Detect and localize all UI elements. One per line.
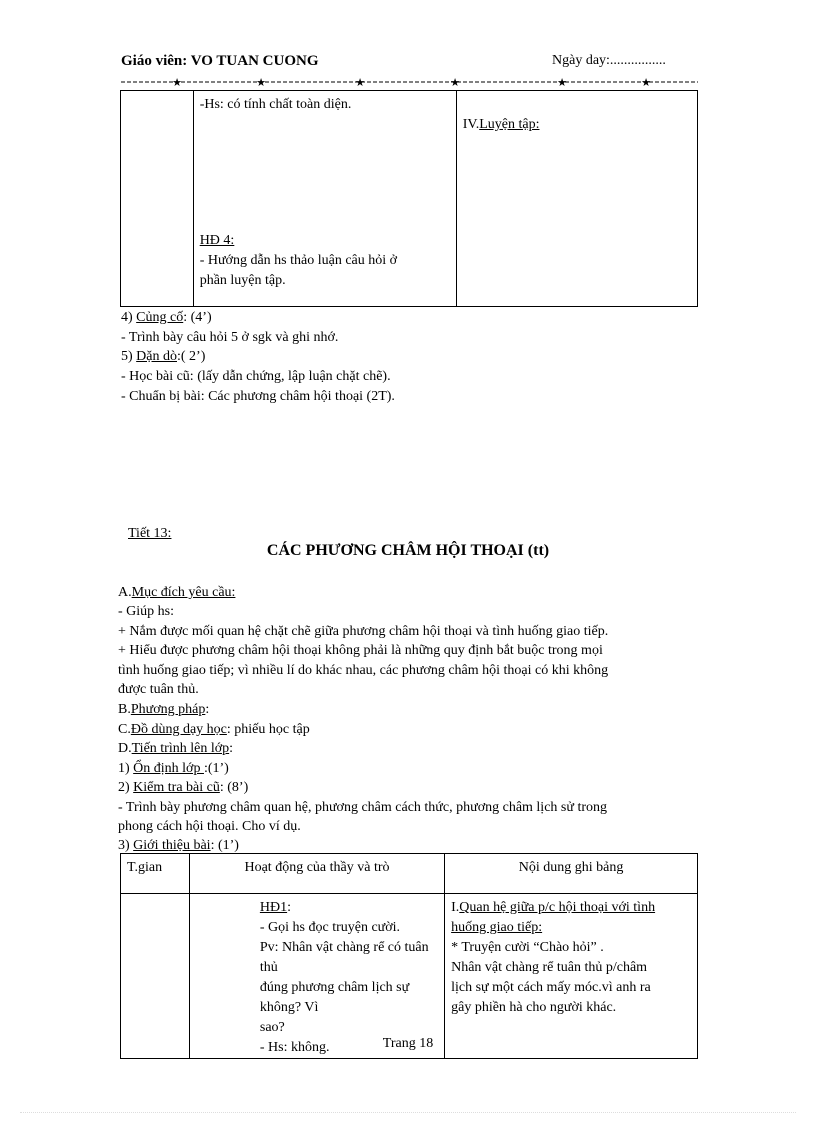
body-line: tình huống giao tiếp; vì nhiều lí do khác nhau, các phương châm hội thoại có khi không bbox=[118, 663, 609, 678]
body-line: được tuân thủ. bbox=[118, 682, 199, 697]
step-on-dinh-lop bbox=[118, 759, 229, 779]
section-line: - Chuẩn bị bài: Các phương châm hội thoại (2T). bbox=[121, 389, 395, 404]
activity-line: -Hs: có tính chất toàn diện. bbox=[199, 97, 352, 112]
content-line: lịch sự một cách mấy móc.vì anh ra bbox=[451, 980, 651, 995]
activity-heading-colon: : bbox=[287, 900, 291, 915]
content-heading: Quan hệ giữa p/c hội thoại với tình bbox=[459, 900, 656, 915]
content-line: Nhân vật chàng rể tuân thủ p/châm bbox=[451, 960, 648, 975]
step-number: 1) bbox=[118, 761, 134, 776]
star-icon: ★ bbox=[256, 76, 266, 86]
teaching-date: Ngày day:................ bbox=[552, 53, 666, 68]
activity-line: - Gọi hs đọc truyện cười. bbox=[259, 920, 401, 935]
part-rest: : bbox=[229, 741, 234, 756]
activity-cell bbox=[193, 91, 456, 307]
body-line: - Giúp hs: bbox=[118, 604, 174, 619]
section-number: 5) bbox=[121, 349, 137, 364]
star-icon: ★ bbox=[355, 76, 365, 86]
section-duration: : (4’) bbox=[183, 310, 212, 325]
body-line: - Trình bày phương châm quan hệ, phương châm cách thức, phương châm lịch sử trong bbox=[118, 800, 608, 815]
activity-heading-hd4: HĐ 4: bbox=[199, 233, 235, 248]
part-label: Phương pháp bbox=[130, 702, 206, 717]
header-activity-label: Hoạt động của thầy và trò bbox=[244, 860, 390, 875]
lesson-title: CÁC PHƯƠNG CHÂM HỘI THOẠI (tt) bbox=[266, 542, 550, 559]
content-heading: huống giao tiếp: bbox=[451, 920, 543, 935]
body-line: phong cách hội thoại. Cho ví dụ. bbox=[118, 819, 301, 834]
part-b-heading bbox=[118, 700, 209, 720]
part-rest: : bbox=[205, 702, 210, 717]
activity-line: phần luyện tập. bbox=[199, 273, 286, 288]
section-dan-do bbox=[121, 347, 205, 367]
star-icon: ★ bbox=[450, 76, 460, 86]
part-prefix: C. bbox=[118, 722, 131, 737]
page-bottom-divider bbox=[20, 1112, 796, 1113]
content-cell bbox=[445, 894, 698, 1059]
teacher-name: Giáo viên: VO TUAN CUONG bbox=[121, 53, 319, 69]
activity-line: - Hướng dẫn hs thảo luận câu hỏi ở bbox=[199, 253, 398, 268]
decorative-star-divider bbox=[121, 76, 698, 86]
page-number: Trang 18 bbox=[382, 1036, 434, 1051]
step-number: 2) bbox=[118, 780, 134, 795]
content-prefix: IV. bbox=[462, 117, 480, 132]
content-line: gây phiền hà cho người khác. bbox=[451, 1000, 617, 1015]
time-cell bbox=[121, 91, 194, 307]
body-line: + Nắm được mối quan hệ chặt chẽ giữa phương châm hội thoại và tình huống giao tiếp. bbox=[118, 624, 609, 639]
content-prefix: I. bbox=[451, 900, 460, 915]
content-cell bbox=[456, 91, 697, 307]
time-cell bbox=[121, 894, 190, 1059]
step-label: Kiểm tra bài cũ bbox=[133, 780, 220, 795]
part-prefix: D. bbox=[118, 741, 132, 756]
step-duration: : (1’) bbox=[210, 838, 239, 853]
step-label: Giới thiệu bài bbox=[133, 838, 211, 853]
part-d-heading bbox=[118, 739, 233, 759]
header-time-label: T.gian bbox=[127, 860, 163, 875]
step-kiem-tra bbox=[118, 778, 248, 798]
activity-cell bbox=[189, 894, 444, 1059]
section-number: 4) bbox=[121, 310, 137, 325]
step-duration: :(1’) bbox=[203, 761, 229, 776]
header-cell-content bbox=[445, 854, 698, 894]
step-duration: : (8’) bbox=[219, 780, 249, 795]
header-cell-time bbox=[121, 854, 190, 894]
header-cell-activity bbox=[189, 854, 444, 894]
part-prefix: A. bbox=[118, 585, 132, 600]
activity-line: sao? bbox=[259, 1020, 285, 1035]
star-icon: ★ bbox=[641, 76, 651, 86]
section-label: Củng cố bbox=[136, 310, 184, 325]
part-c-heading bbox=[118, 720, 310, 740]
section-line: - Trình bày câu hỏi 5 ở sgk và ghi nhớ. bbox=[121, 330, 339, 345]
part-a-heading bbox=[118, 583, 235, 603]
part-label: Tiến trình lên lớp bbox=[131, 741, 230, 756]
section-cung-co bbox=[121, 308, 212, 328]
section-label: Dặn dò bbox=[136, 349, 177, 364]
activity-line: đúng phương châm lịch sự không? Vì bbox=[259, 980, 410, 1015]
lesson-number: Tiết 13: bbox=[128, 526, 172, 541]
activity-heading-hd1: HĐ1 bbox=[259, 900, 288, 915]
body-line: + Hiểu được phương châm hội thoại không phải là những quy định bắt buộc trong mọi bbox=[118, 643, 603, 658]
activity-line: Pv: Nhân vật chàng rể có tuân thủ bbox=[259, 940, 429, 975]
section-line: - Học bài cũ: (lấy dẫn chứng, lập luận chặt chẽ). bbox=[121, 369, 391, 384]
part-prefix: B. bbox=[118, 702, 131, 717]
part-label: Đồ dùng dạy học bbox=[130, 722, 227, 737]
lesson-table bbox=[120, 853, 698, 1059]
continuation-table bbox=[120, 90, 698, 307]
star-icon: ★ bbox=[557, 76, 567, 86]
star-icon: ★ bbox=[172, 76, 182, 86]
part-rest: : phiếu học tập bbox=[226, 722, 310, 737]
step-number: 3) bbox=[118, 838, 134, 853]
step-label: Ổn định lớp bbox=[133, 761, 204, 776]
part-label: Mục đích yêu cầu: bbox=[131, 585, 236, 600]
activity-line: - Hs: không. bbox=[259, 1040, 330, 1055]
content-heading: Luyện tập: bbox=[479, 117, 540, 132]
header-content-label: Nội dung ghi bảng bbox=[518, 860, 624, 875]
content-line: * Truyện cười “Chào hỏi” . bbox=[451, 940, 604, 955]
section-duration: :( 2’) bbox=[177, 349, 206, 364]
